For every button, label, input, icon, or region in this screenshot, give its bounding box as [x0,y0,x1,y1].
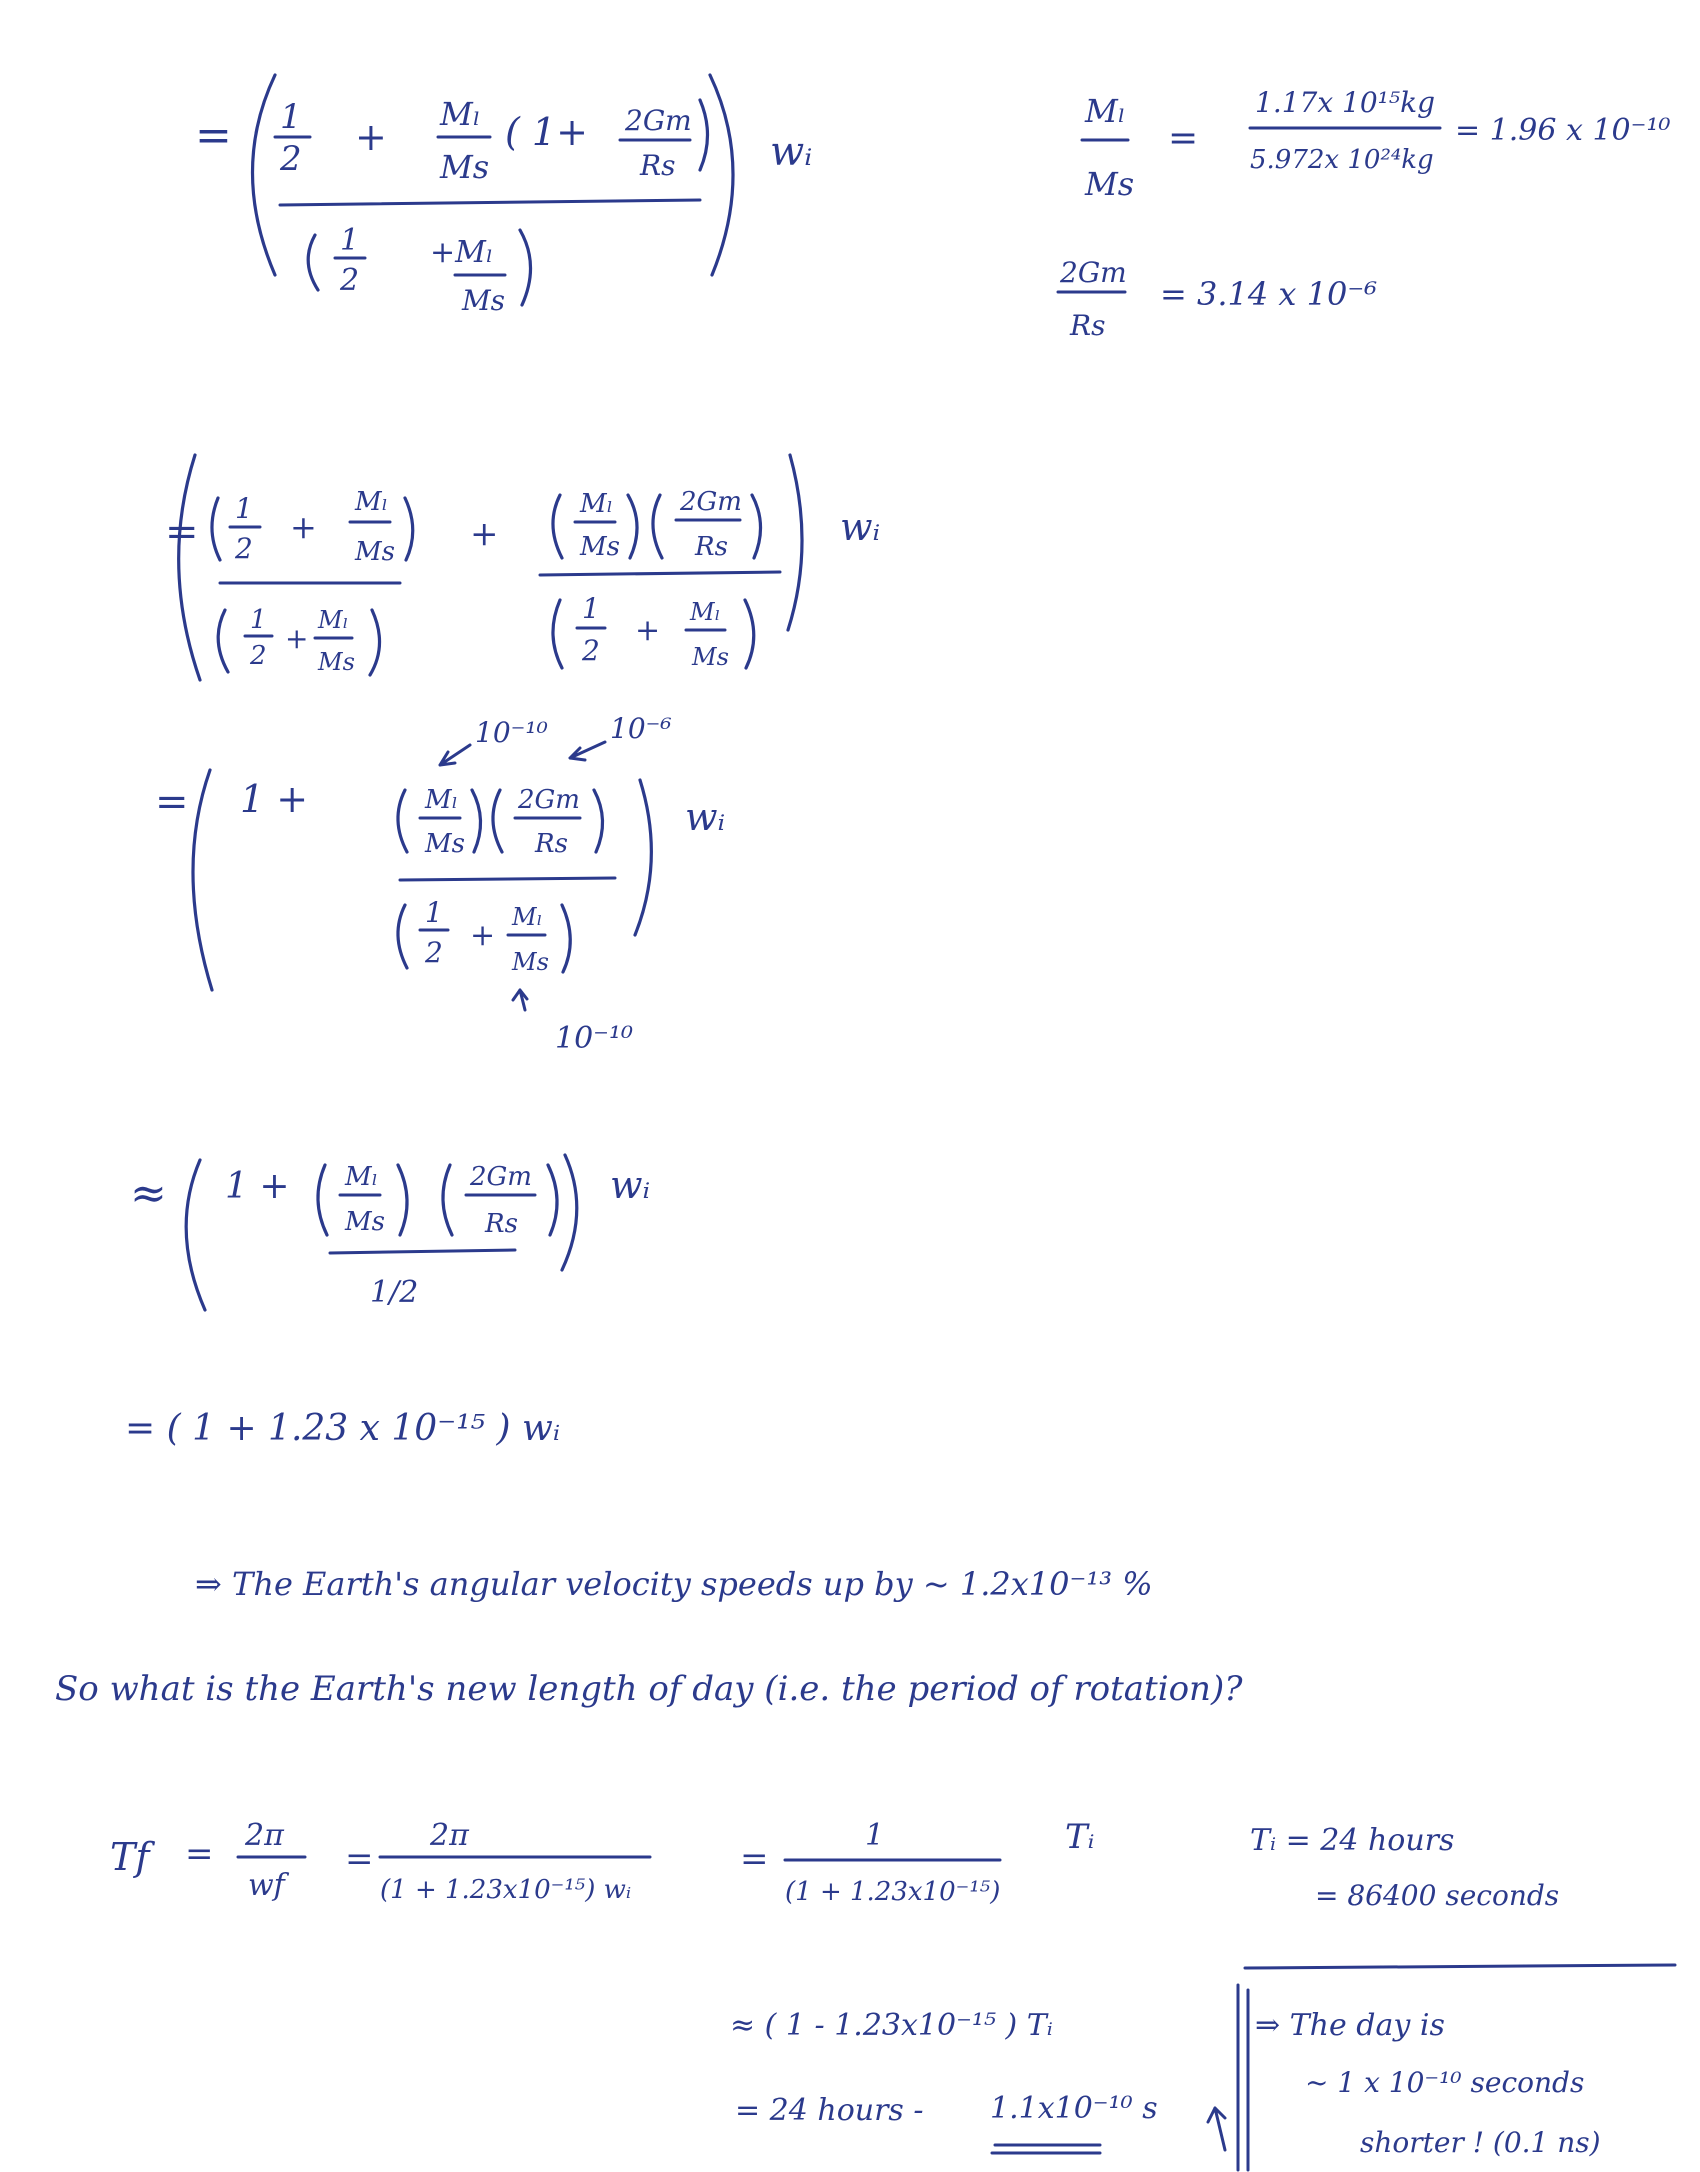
b2-half-num: 1 [235,492,253,525]
b2-den-plus-b: + [635,613,661,648]
b4-rs: Rs [485,1209,518,1239]
equation-block-5 [125,1408,560,1449]
b2-omega-i: wᵢ [840,505,881,549]
b4-one-plus: 1 + [225,1166,290,1207]
final-period-correction: 1.1x10⁻¹⁰ s [990,2091,1158,2126]
den-sun-mass: Ms [462,284,506,317]
b4-two-gm: 2Gm [470,1162,532,1192]
b2-den-ms-b: Ms [692,643,729,671]
box-shorter-ns: shorter ! (0.1 ns) [1360,2126,1601,2159]
side-equals: = [1168,118,1199,159]
period-ti: Tᵢ [1065,1817,1095,1857]
b4-omega-i: wᵢ [610,1163,651,1207]
two-gm-label: 2Gm [625,104,692,137]
side-two-gm: 2Gm [1060,256,1127,289]
period-denominator-2: (1 + 1.23x10⁻¹⁵) [785,1877,1001,1907]
inner-paren-one-plus: ( 1+ [505,110,588,154]
den-half-numerator: 1 [340,223,360,258]
gravity-ratio-result: = 3.14 x 10⁻⁶ [1160,275,1378,313]
period-equals-3: = [740,1839,769,1879]
b2-ml-a: Mₗ [355,487,388,517]
big-right-paren [710,75,733,275]
big-left-paren [253,75,276,275]
box-top-rule [1245,1965,1675,1968]
b3-den-plus: + [470,918,496,953]
equation-block-2 [165,455,880,680]
period-wf: wf [248,1868,285,1903]
final-period-line: = 24 hours - [735,2093,924,2128]
initial-period-hours: Tᵢ = 24 hours [1250,1823,1455,1858]
b2-rs: Rs [695,532,728,562]
b2-den-ml-b: Mₗ [690,598,721,626]
b2-den-ms-a: Ms [318,648,355,676]
period-two-pi-2: 2π [430,1818,469,1853]
initial-period-seconds: = 86400 seconds [1315,1879,1560,1912]
b3-ml: Mₗ [425,785,458,815]
tf-label: Tf [110,1835,150,1879]
b3-den-half-den: 2 [425,936,443,969]
half-denominator: 2 [280,139,302,179]
equals-sign-3: = [155,779,189,825]
boxed-conclusion-note [1208,1965,1675,2170]
b3-omega-i: wᵢ [685,795,726,839]
mass-ratio-result: = 1.96 x 10⁻¹⁰ [1455,113,1671,148]
b2-den-half-den: 2 [250,641,267,671]
moon-mass-value: 1.17x 10¹⁵kg [1255,86,1436,119]
b3-den-ms: Ms [512,948,549,976]
period-denominator-1: (1 + 1.23x10⁻¹⁵) wᵢ [380,1875,632,1905]
b2-den-plus-a: + [285,622,309,655]
b2-den-half-den-b: 2 [582,634,600,667]
side-sun-mass: Ms [1085,165,1135,203]
binomial-approx-line: ≈ ( 1 - 1.23x10⁻¹⁵ ) Tᵢ [730,2008,1053,2043]
b2-plus-a: + [290,508,317,546]
box-left-bracket [1238,1985,1248,2170]
b4-ml: Mₗ [345,1162,378,1192]
box-shorter-amount: ~ 1 x 10⁻¹⁰ seconds [1305,2066,1585,2099]
approx-sign: ≈ [130,1168,167,1219]
order-note-denominator: 10⁻¹⁰ [555,1021,634,1056]
equation-block-1 [195,75,812,317]
side-moon-mass: Mₗ [1085,92,1126,130]
sun-mass-label: Ms [440,148,490,186]
equation-block-4 [130,1155,650,1310]
b3-two-gm: 2Gm [518,785,580,815]
omega-i-label: wᵢ [770,129,813,175]
angular-velocity-statement: ⇒ The Earth's angular velocity speeds up by ~ 1.2x10⁻¹³ % [195,1565,1153,1603]
order-note-gravity-ratio: 10⁻⁶ [610,712,672,745]
den-half-denominator: 2 [340,263,360,298]
equation-block-3 [155,712,725,1056]
plus-sign: + [355,115,387,159]
moon-mass-label: Mₗ [440,95,481,133]
b3-ms: Ms [425,829,465,859]
b3-rs: Rs [535,829,568,859]
b2-ms-b: Ms [580,532,620,562]
side-rs: Rs [1070,309,1106,342]
simplified-result-line: = ( 1 + 1.23 x 10⁻¹⁵ ) wᵢ [125,1408,561,1449]
b4-half: 1/2 [370,1275,419,1310]
conclusion-text [55,1565,1243,1709]
period-numerator-2: 1 [865,1818,885,1853]
length-of-day-question: So what is the Earth's new length of day (i.e. the period of rotation)? [55,1669,1243,1709]
order-note-moon-ratio: 10⁻¹⁰ [475,716,548,749]
b3-den-half-num: 1 [425,896,443,929]
period-calculation [110,1817,1559,2153]
b3-den-ml: Mₗ [512,903,543,931]
b2-den-half-num-b: 1 [582,592,600,625]
b2-half-den: 2 [235,532,253,565]
box-day-is: ⇒ The day is [1255,2008,1445,2043]
side-calculations [1058,86,1671,342]
earth-mass-value: 5.972x 10²⁴kg [1250,145,1434,175]
half-numerator: 1 [280,97,302,137]
b2-two-gm: 2Gm [680,487,742,517]
main-fraction-bar [280,200,700,205]
b3-one-plus: 1 + [240,777,309,821]
b2-ml-b: Mₗ [580,489,613,519]
den-plus-moon-mass: +Mₗ [430,235,494,270]
equals-sign-2: = [165,509,199,555]
b2-den-half-num: 1 [250,605,267,635]
pointer-arrow [1208,2108,1225,2150]
equals-sign: = [195,110,232,161]
period-equals-1: = [185,1834,214,1874]
rs-label: Rs [640,149,676,182]
period-two-pi-1: 2π [245,1818,284,1853]
b2-den-ml-a: Mₗ [318,606,349,634]
b4-ms: Ms [345,1207,385,1237]
b2-plus-main: + [470,514,499,554]
period-equals-2: = [345,1839,374,1879]
b2-ms-a: Ms [355,537,395,567]
